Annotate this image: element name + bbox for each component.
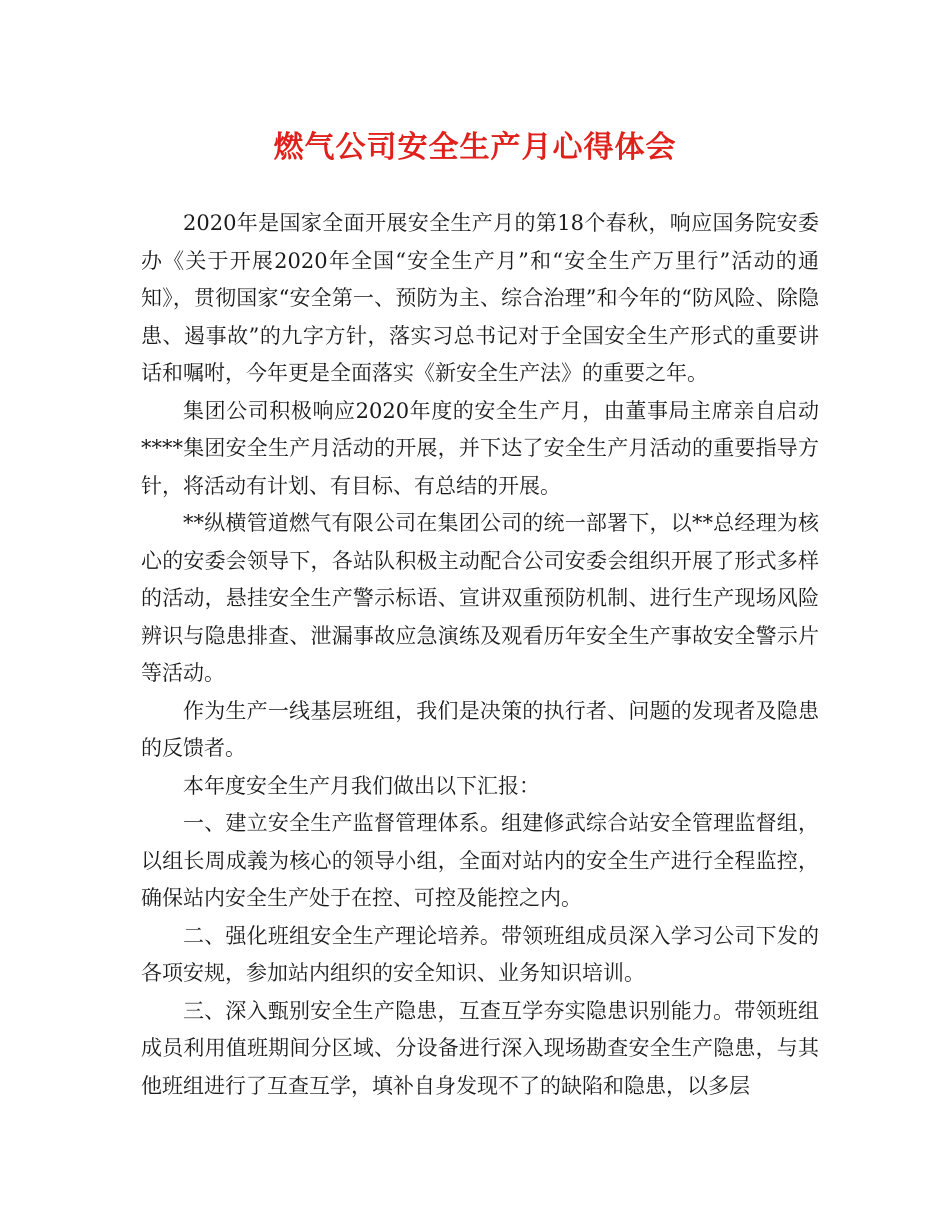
document-title: 燃气公司安全生产月心得体会 [273, 130, 677, 165]
paragraph-6: 一、建立安全生产监督管理体系。组建修武综合站安全管理监督组，以组长周成義为核心的领导小组，全面对站内的安全生产进行全程监控，确保站内安全生产处于在控、可控及能控之内。 [141, 811, 819, 910]
paragraph-4: 作为生产一线基层班组，我们是决策的执行者、问题的发现者及隐患的反馈者。 [141, 698, 819, 760]
paragraph-1: 2020年是国家全面开展安全生产月的第18个春秋，响应国务院安委办《关于开展2020年全国“安全生产月”和“安全生产万里行”活动的通知》，贯彻国家“安全第一、预防为主、综合治理”和今年的“防风险、除隐患、遏事故”的九字方针，落实习总书记对于全国安全生产形式的重要讲话和嘱咐，今年更是全面落实《新安全生产法》的重要之年。 [141, 211, 819, 385]
document-body [141, 205, 819, 1105]
paragraph-5: 本年度安全生产月我们做出以下汇报： [183, 773, 540, 798]
paragraph-8: 三、深入甄别安全生产隐患，互查互学夯实隐患识别能力。带领班组成员利用值班期间分区域、分设备进行深入现场勘查安全生产隐患，与其他班组进行了互查互学，填补自身发现不了的缺陷和隐患，以多层 [141, 998, 819, 1098]
paragraph-7: 二、强化班组安全生产理论培养。带领班组成员深入学习公司下发的各项安规，参加站内组织的安全知识、业务知识培训。 [141, 923, 819, 985]
paragraph-3: **纵横管道燃气有限公司在集团公司的统一部署下，以**总经理为核心的安委会领导下，各站队积极主动配合公司安委会组织开展了形式多样的活动，悬挂安全生产警示标语、宣讲双重预防机制、进行生产现场风险辨识与隐患排查、泄漏事故应急演练及观看历年安全生产事故安全警示片等活动。 [141, 511, 819, 685]
paragraph-2: 集团公司积极响应2020年度的安全生产月，由董事局主席亲自启动****集团安全生产月活动的开展，并下达了安全生产月活动的重要指导方针，将活动有计划、有目标、有总结的开展。 [141, 398, 819, 498]
